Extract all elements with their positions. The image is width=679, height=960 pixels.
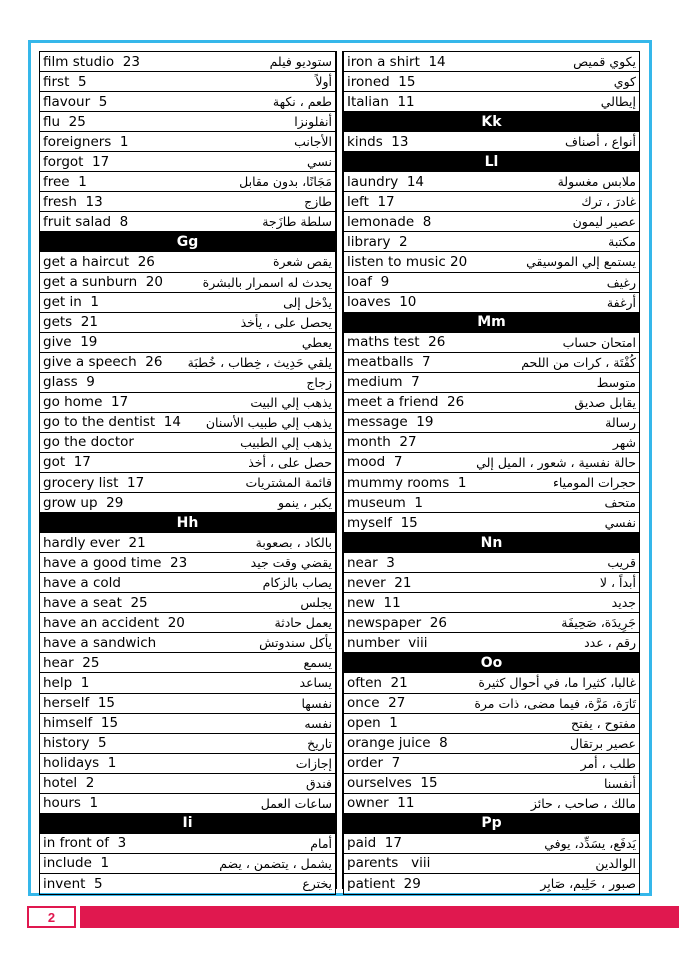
arabic-translation: يذهب إلي الطبيب <box>240 434 332 450</box>
glossary-entry <box>344 714 639 734</box>
arabic-translation: رغيف <box>606 274 636 290</box>
glossary-entry <box>344 293 639 313</box>
glossary-entry <box>40 633 335 653</box>
glossary-entry <box>344 373 639 393</box>
glossary-entry <box>344 132 639 152</box>
english-term: include 1 <box>43 855 110 872</box>
section-header <box>344 533 639 553</box>
arabic-translation: مكتبة <box>608 234 636 250</box>
english-term: loaves 10 <box>347 294 417 311</box>
english-term: give 19 <box>43 334 98 351</box>
arabic-translation: يسمع <box>303 655 332 671</box>
english-term: get a sunburn 20 <box>43 274 163 291</box>
english-term: message 19 <box>347 414 434 431</box>
section-letter: Ll <box>484 153 499 170</box>
glossary-entry <box>40 353 335 373</box>
arabic-translation: طلب ، أمر <box>580 755 636 771</box>
glossary-entry <box>40 273 335 293</box>
glossary-entry <box>344 694 639 714</box>
section-header <box>40 814 335 834</box>
english-term: have a good time 23 <box>43 554 188 571</box>
section-header <box>344 112 639 132</box>
arabic-translation: يساعد <box>299 675 332 691</box>
glossary-entry <box>344 513 639 533</box>
english-term: laundry 14 <box>347 173 425 190</box>
english-term: once 27 <box>347 695 406 712</box>
glossary-entry <box>40 553 335 573</box>
glossary-entry <box>344 854 639 874</box>
glossary-entry <box>40 794 335 814</box>
english-term: himself 15 <box>43 715 119 732</box>
english-term: film studio 23 <box>43 53 140 70</box>
section-letter: Hh <box>176 514 199 531</box>
section-letter: Oo <box>480 654 503 671</box>
glossary-entry <box>344 232 639 252</box>
arabic-translation: طعم ، نكهة <box>272 94 332 110</box>
section-letter: Ii <box>182 815 193 832</box>
glossary-entry <box>40 293 335 313</box>
english-term: get in 1 <box>43 294 99 311</box>
glossary-entry <box>40 313 335 333</box>
arabic-translation: بالكاد ، بصعوبة <box>255 535 332 551</box>
english-term: go the doctor <box>43 434 134 451</box>
arabic-translation: نسي <box>306 154 332 170</box>
arabic-translation: مالك ، صاحب ، حائز <box>530 795 636 811</box>
english-term: hear 25 <box>43 654 100 671</box>
arabic-translation: قريب <box>607 555 636 571</box>
english-term: number viii <box>347 634 428 651</box>
glossary-entry <box>40 834 335 854</box>
arabic-translation: يحصل على ، يأخذ <box>240 314 332 330</box>
section-letter: Gg <box>176 233 199 250</box>
glossary-entry <box>344 192 639 212</box>
arabic-translation: يأكل سندوتش <box>259 635 332 651</box>
glossary-entry <box>344 353 639 373</box>
english-term: history 5 <box>43 735 107 752</box>
arabic-translation: أرغفة <box>606 294 636 310</box>
arabic-translation: عصير برتقال <box>569 735 636 751</box>
page-number: 2 <box>47 909 56 925</box>
english-term: get a haircut 26 <box>43 253 155 270</box>
arabic-translation: قائمة المشتريات <box>245 475 332 490</box>
arabic-translation: يقابل صديق <box>574 394 636 410</box>
english-term: hotel 2 <box>43 775 95 792</box>
english-term: have an accident 20 <box>43 614 185 631</box>
glossary-entry <box>344 473 639 493</box>
glossary-entry <box>344 593 639 613</box>
english-term: grocery list 17 <box>43 474 145 491</box>
english-term: parents viii <box>347 855 431 872</box>
glossary-entry <box>344 673 639 693</box>
arabic-translation: أبداً ، لا <box>599 575 636 591</box>
arabic-translation: ملابس مغسولة <box>557 174 636 190</box>
arabic-translation: يعطي <box>301 334 332 350</box>
section-header <box>344 152 639 172</box>
section-header <box>344 313 639 333</box>
glossary-entry <box>40 673 335 693</box>
glossary-entry <box>40 734 335 754</box>
arabic-translation: جديد <box>611 595 636 611</box>
arabic-translation: غالبا، كثيرا ما، في أحوال كثيرة <box>478 675 636 691</box>
glossary-entry <box>40 152 335 172</box>
glossary-entry <box>40 52 335 72</box>
english-term: listen to music 20 <box>347 253 468 270</box>
glossary-entry <box>344 794 639 814</box>
arabic-translation: حصل على ، أخذ <box>248 454 332 470</box>
glossary-entry <box>40 413 335 433</box>
arabic-translation: يقص شعرة <box>272 254 332 270</box>
english-term: order 7 <box>347 755 401 772</box>
arabic-translation: الوالدين <box>595 855 636 871</box>
column-divider <box>336 51 343 889</box>
english-term: mummy rooms 1 <box>347 474 467 491</box>
arabic-translation: الأجانب <box>294 134 332 150</box>
english-term: patient 29 <box>347 875 421 892</box>
english-term: in front of 3 <box>43 835 127 852</box>
english-term: library 2 <box>347 233 408 250</box>
arabic-translation: متوسط <box>596 374 636 390</box>
glossary-entry <box>344 754 639 774</box>
glossary-entry <box>344 72 639 92</box>
glossary-entry <box>344 333 639 353</box>
page-number-box <box>27 906 76 928</box>
english-term: fresh 13 <box>43 193 103 210</box>
glossary-entry <box>40 854 335 874</box>
arabic-translation: صبور ، حَلِيم، صَابِر <box>540 876 636 892</box>
arabic-translation: يقضي وقت جيد <box>250 555 332 571</box>
english-term: month 27 <box>347 434 417 451</box>
english-term: loaf 9 <box>347 274 390 291</box>
glossary-entry <box>40 754 335 774</box>
section-header <box>344 653 639 673</box>
arabic-translation: ساعات العمل <box>260 795 332 811</box>
arabic-translation: نفسي <box>604 515 636 531</box>
arabic-translation: طازج <box>304 194 332 210</box>
english-term: meet a friend 26 <box>347 394 465 411</box>
glossary-entry <box>40 493 335 513</box>
glossary-entry <box>40 393 335 413</box>
glossary-entry <box>40 172 335 192</box>
english-term: newspaper 26 <box>347 614 447 631</box>
arabic-translation: رسالة <box>605 414 636 430</box>
english-term: Italian 11 <box>347 93 415 110</box>
glossary-entry <box>40 774 335 794</box>
english-term: flavour 5 <box>43 93 108 110</box>
english-term: often 21 <box>347 674 408 691</box>
arabic-translation: يذهب إلي طبيب الأسنان <box>205 414 332 430</box>
glossary-entry <box>344 273 639 293</box>
arabic-translation: حالة نفسية ، شعور ، الميل إلي <box>476 454 636 470</box>
arabic-translation: يذهب إلي البيت <box>250 394 332 410</box>
arabic-translation: عصير ليمون <box>572 214 636 230</box>
arabic-translation: أنفلونزا <box>294 114 332 130</box>
english-term: help 1 <box>43 674 90 691</box>
english-term: museum 1 <box>347 494 423 511</box>
english-term: hours 1 <box>43 795 99 812</box>
glossary-entry <box>40 92 335 112</box>
glossary-entry <box>40 874 335 894</box>
arabic-translation: حجرات المومياء <box>552 475 636 490</box>
english-term: meatballs 7 <box>347 354 431 371</box>
english-term: paid 17 <box>347 835 402 852</box>
arabic-translation: امتحان حساب <box>562 334 636 350</box>
english-term: kinds 13 <box>347 133 409 150</box>
section-header <box>40 513 335 533</box>
glossary-entry <box>40 473 335 493</box>
section-letter: Kk <box>481 113 502 130</box>
english-term: go to the dentist 14 <box>43 414 181 431</box>
glossary-entry <box>40 72 335 92</box>
arabic-translation: رقم ، عدد <box>584 635 636 651</box>
english-term: lemonade 8 <box>347 213 432 230</box>
arabic-translation: يَدفَع، يسَدِّد، يوفي <box>544 835 636 851</box>
arabic-translation: متحف <box>604 495 636 511</box>
arabic-translation: يعمل حادثة <box>274 615 332 631</box>
glossary-entry <box>344 834 639 854</box>
glossary-entry <box>344 172 639 192</box>
english-term: open 1 <box>347 715 398 732</box>
english-term: have a sandwich <box>43 634 157 651</box>
footer-bar <box>80 906 679 928</box>
arabic-translation: زجاج <box>306 374 332 390</box>
glossary-entry <box>344 453 639 473</box>
glossary-entry <box>344 413 639 433</box>
english-term: ironed 15 <box>347 73 416 90</box>
arabic-translation: يكوي قميص <box>573 54 636 70</box>
glossary-entry <box>344 553 639 573</box>
glossary-entry <box>344 874 639 894</box>
arabic-translation: يخترع <box>302 876 332 892</box>
arabic-translation: يستمع إلي الموسيقي <box>526 254 636 270</box>
english-term: fruit salad 8 <box>43 213 129 230</box>
glossary-entry <box>344 613 639 633</box>
glossary-entry <box>344 573 639 593</box>
glossary-entry <box>40 453 335 473</box>
section-letter: Nn <box>480 534 503 551</box>
arabic-translation: يحدث له اسمرار بالبشرة <box>202 274 332 290</box>
glossary-entry <box>344 52 639 72</box>
english-term: grow up 29 <box>43 494 124 511</box>
glossary-entry <box>40 573 335 593</box>
english-term: glass 9 <box>43 374 95 391</box>
arabic-translation: يجلس <box>300 595 332 611</box>
english-term: mood 7 <box>347 454 403 471</box>
glossary-entry <box>40 373 335 393</box>
arabic-translation: كُفْتَة ، كرات من اللحم <box>521 354 636 370</box>
glossary-entry <box>40 593 335 613</box>
english-term: gets 21 <box>43 314 98 331</box>
english-term: ourselves 15 <box>347 775 438 792</box>
glossary-entry <box>344 252 639 272</box>
arabic-translation: يدْخل إلى <box>283 294 332 310</box>
english-term: first 5 <box>43 73 87 90</box>
arabic-translation: يلقي حَدِيث ، خِطاب ، خُطبَة <box>187 354 332 370</box>
arabic-translation: نفسه <box>304 715 332 731</box>
english-term: flu 25 <box>43 113 86 130</box>
english-term: holidays 1 <box>43 755 117 772</box>
arabic-translation: مَجَانًا، بدون مقابل <box>239 174 332 190</box>
glossary-entry <box>40 653 335 673</box>
glossary-entry <box>344 493 639 513</box>
arabic-translation: أمام <box>310 835 332 851</box>
arabic-translation: إجازات <box>295 755 332 771</box>
glossary-entry <box>40 433 335 453</box>
english-term: left 17 <box>347 193 395 210</box>
section-header <box>344 814 639 834</box>
section-letter: Mm <box>477 314 506 331</box>
glossary-entry <box>40 112 335 132</box>
arabic-translation: يشمل ، يتضمن ، يضم <box>219 855 332 871</box>
glossary-entry <box>40 533 335 553</box>
arabic-translation: ستوديو فيلم <box>269 54 332 70</box>
english-term: free 1 <box>43 173 87 190</box>
english-term: iron a shirt 14 <box>347 53 446 70</box>
english-term: got 17 <box>43 454 91 471</box>
english-term: new 11 <box>347 594 401 611</box>
glossary-entry <box>40 714 335 734</box>
arabic-translation: أنفسنا <box>603 775 636 791</box>
section-header <box>40 232 335 252</box>
arabic-translation: تَارَة، مَرَّة، فيما مضى، ذات مرة <box>474 695 636 711</box>
english-term: give a speech 26 <box>43 354 163 371</box>
glossary-entry <box>40 212 335 232</box>
arabic-translation: إيطالي <box>600 94 636 110</box>
english-term: orange juice 8 <box>347 735 448 752</box>
arabic-translation: أولاً <box>315 74 332 90</box>
glossary-column-left <box>39 51 336 895</box>
english-term: herself 15 <box>43 695 116 712</box>
english-term: owner 11 <box>347 795 415 812</box>
glossary-entry <box>40 694 335 714</box>
arabic-translation: جَرِيدَة، صَحِيفَة <box>561 615 636 631</box>
glossary-entry <box>344 92 639 112</box>
arabic-translation: كوي <box>613 74 636 90</box>
glossary-entry <box>40 252 335 272</box>
arabic-translation: يصاب بالزكام <box>262 575 332 591</box>
english-term: medium 7 <box>347 374 420 391</box>
english-term: myself 15 <box>347 514 418 531</box>
arabic-translation: سلطة طازَجة <box>262 214 332 230</box>
section-letter: Pp <box>481 815 502 832</box>
glossary-entry <box>344 774 639 794</box>
glossary-entry <box>344 393 639 413</box>
arabic-translation: تاريخ <box>307 735 332 751</box>
english-term: forgot 17 <box>43 153 110 170</box>
arabic-translation: يكبر ، ينمو <box>278 495 332 511</box>
glossary-entry <box>40 132 335 152</box>
glossary-entry <box>40 333 335 353</box>
glossary-entry <box>40 613 335 633</box>
glossary-entry <box>344 212 639 232</box>
arabic-translation: فندق <box>305 775 332 791</box>
arabic-translation: غادرَ ، ترك <box>581 194 636 210</box>
glossary-frame <box>28 40 652 896</box>
english-term: have a seat 25 <box>43 594 148 611</box>
english-term: hardly ever 21 <box>43 534 146 551</box>
english-term: never 21 <box>347 574 412 591</box>
arabic-translation: نفسها <box>301 695 332 711</box>
glossary-entry <box>344 633 639 653</box>
english-term: have a cold <box>43 574 121 591</box>
arabic-translation: مفتوح ، يفتح <box>571 715 636 731</box>
glossary-entry <box>40 192 335 212</box>
english-term: invent 5 <box>43 875 103 892</box>
glossary-entry <box>344 734 639 754</box>
english-term: near 3 <box>347 554 395 571</box>
glossary-column-right <box>343 51 640 895</box>
arabic-translation: شهر <box>612 434 636 450</box>
english-term: go home 17 <box>43 394 129 411</box>
english-term: maths test 26 <box>347 334 446 351</box>
glossary-entry <box>344 433 639 453</box>
arabic-translation: أنواع ، أصناف <box>565 134 636 150</box>
english-term: foreigners 1 <box>43 133 129 150</box>
